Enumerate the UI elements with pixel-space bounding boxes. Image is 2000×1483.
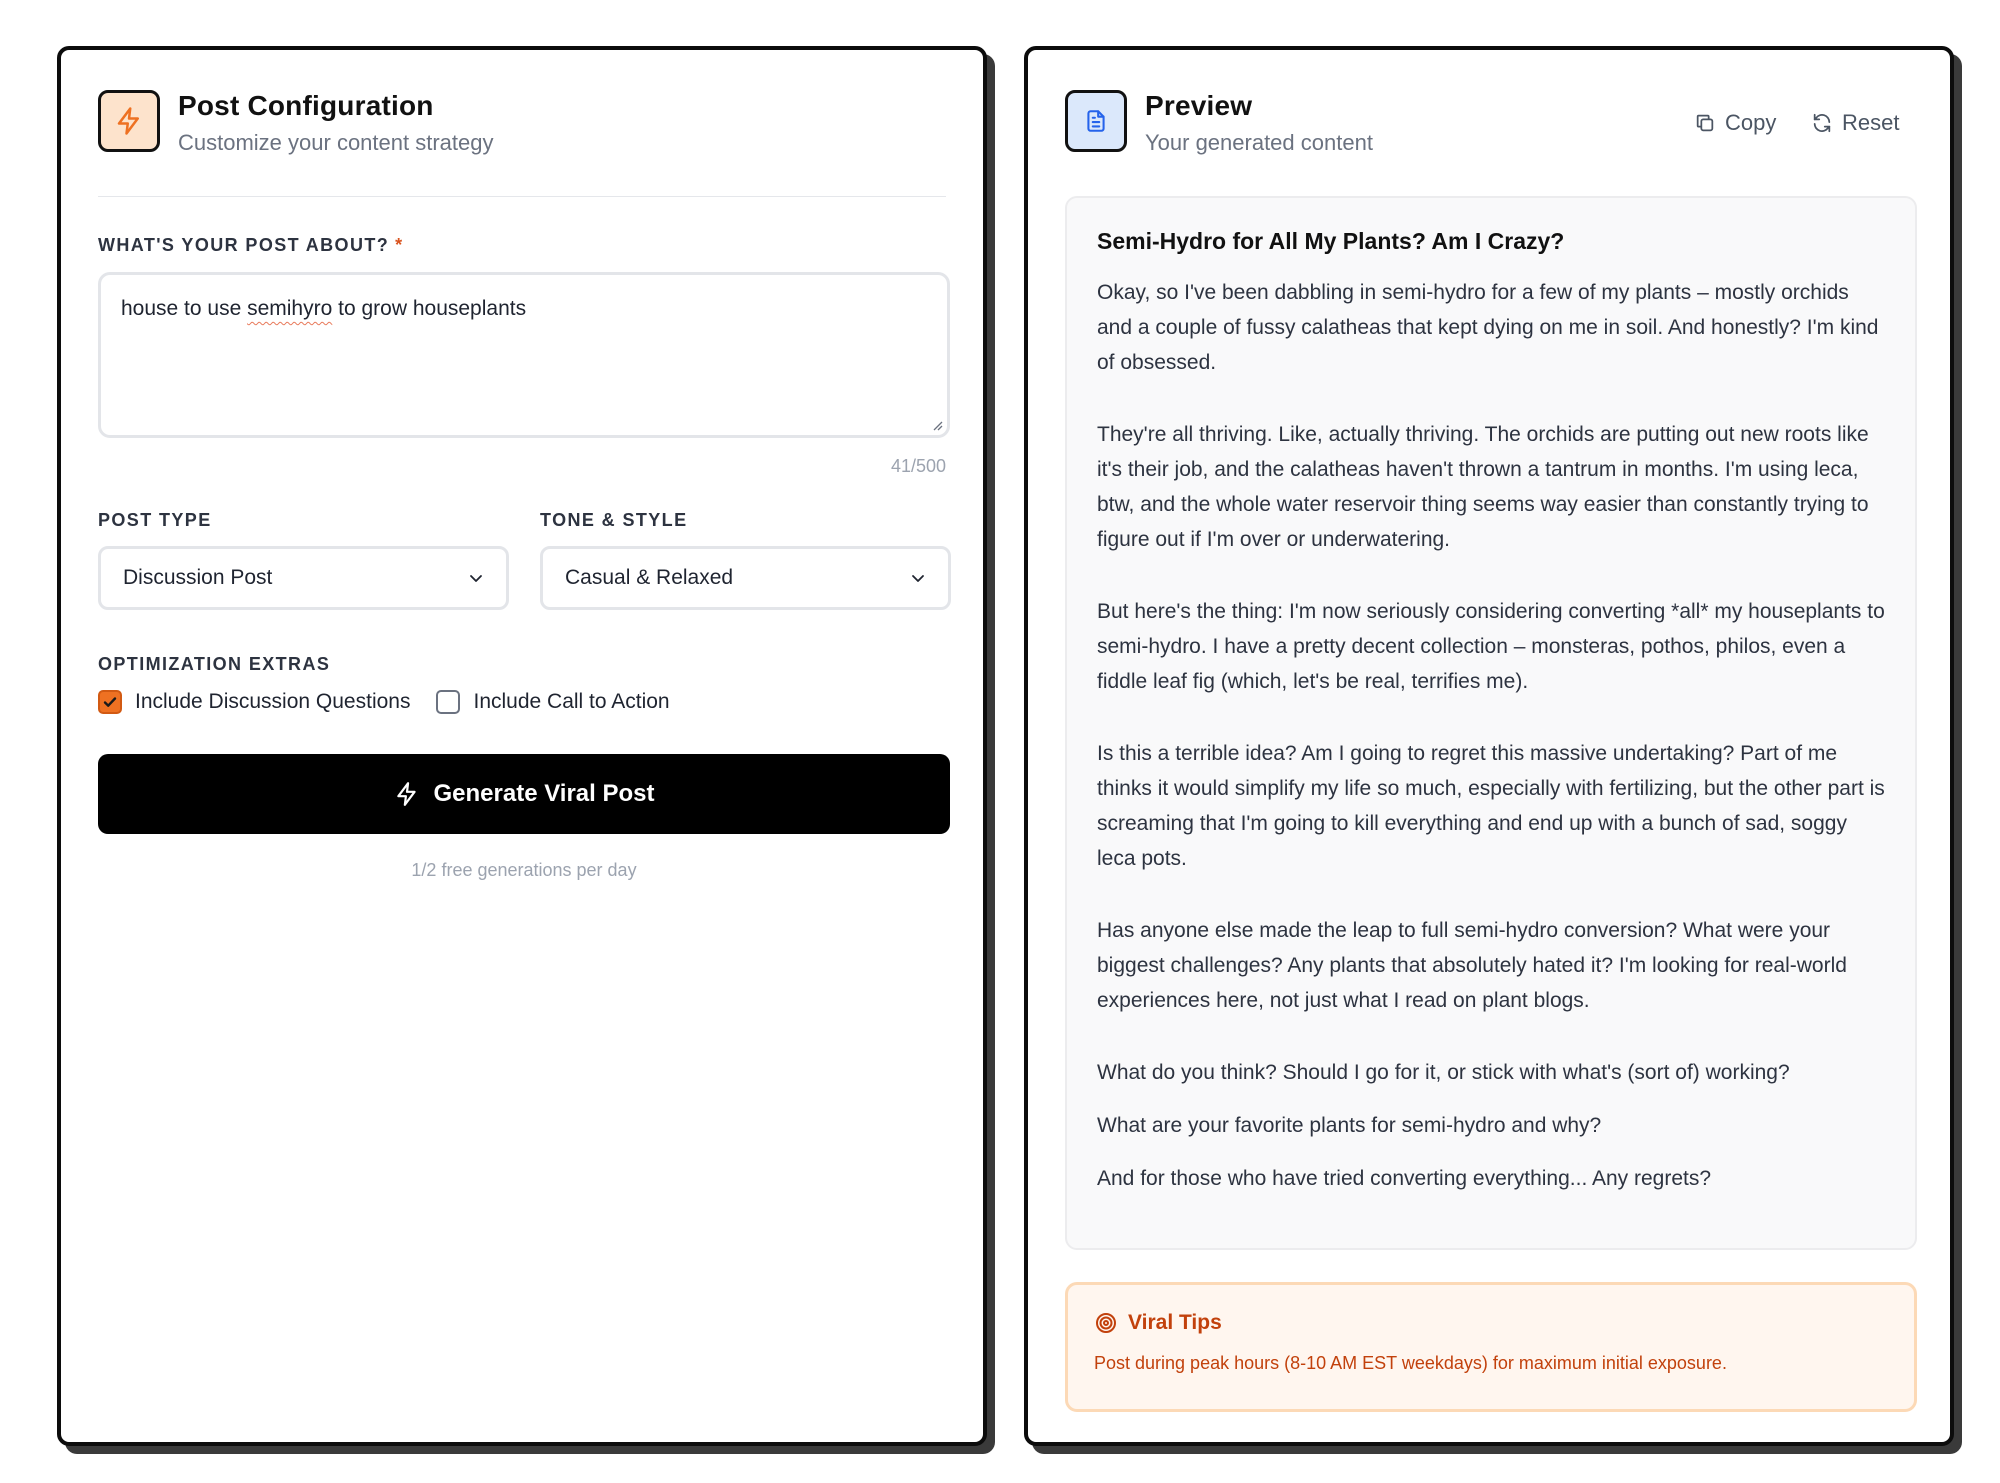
post-type-label: POST TYPE <box>98 510 212 530</box>
chevron-down-icon <box>468 570 484 586</box>
lightning-icon <box>394 781 420 807</box>
tone-select[interactable] <box>540 546 951 610</box>
resize-grip-icon[interactable] <box>931 419 943 431</box>
reset-label: Reset <box>1842 110 1900 135</box>
discussion-question: What do you think? Should I go for it, or stick with what's (sort of) working? <box>1097 1061 1790 1084</box>
config-title: Post Configuration <box>178 90 434 121</box>
chevron-down-icon <box>910 570 926 586</box>
discussion-questions-checkbox[interactable] <box>98 690 122 714</box>
discussion-question: And for those who have tried converting everything... Any regrets? <box>1097 1167 1712 1190</box>
post-title: Semi-Hydro for All My Plants? Am I Crazy? <box>1097 228 1565 254</box>
post-paragraph: Is this a terrible idea? Am I going to regret this massive undertaking? Part of me thinks it would simplify my life so much, especially with fertilizing, but the other part is screaming that I'm going to kill everything and end up with a bunch of sad, soggy leca pots. <box>1097 742 1885 870</box>
generation-limit-note: 1/2 free generations per day <box>411 860 637 880</box>
generate-viral-post-button[interactable] <box>98 754 950 834</box>
call-to-action-label: Include Call to Action <box>473 690 670 713</box>
config-header <box>98 90 946 160</box>
post-paragraph: Okay, so I've been dabbling in semi-hydro for a few of my plants – mostly orchids and a couple of fussy calatheas that kept dying on me in soil. And honestly? I'm kind of obsessed. <box>1097 281 1879 374</box>
config-subtitle: Customize your content strategy <box>178 130 494 155</box>
topic-label: WHAT'S YOUR POST ABOUT? * <box>98 235 404 255</box>
lightning-icon <box>98 90 160 152</box>
post-type-value: Discussion Post <box>123 566 273 589</box>
required-marker: * <box>395 235 404 255</box>
header-divider <box>98 196 946 197</box>
extras-label: OPTIMIZATION EXTRAS <box>98 654 331 674</box>
post-type-select[interactable] <box>98 546 509 610</box>
post-configuration-panel <box>57 46 987 1446</box>
checkmark-icon <box>102 694 118 710</box>
post-paragraph: But here's the thing: I'm now seriously considering converting *all* my houseplants to semi-hydro. I have a pretty decent collection – monsteras, pothos, philos, even a fiddle leaf fig (which, let's be real, terrifies me). <box>1097 600 1885 693</box>
viral-tips-box <box>1065 1282 1917 1412</box>
post-paragraph: Has anyone else made the leap to full semi-hydro conversion? What were your biggest challenges? Any plants that absolutely hated it? I'm looking for real-world experiences here, not just what I read on plant blogs. <box>1097 919 1847 1012</box>
document-icon <box>1065 90 1127 152</box>
tone-value: Casual & Relaxed <box>565 566 734 589</box>
call-to-action-option[interactable] <box>436 690 669 714</box>
copy-button[interactable] <box>1694 110 1776 136</box>
copy-icon <box>1694 112 1716 134</box>
reset-button[interactable] <box>1811 110 1899 136</box>
target-icon <box>1094 1311 1118 1335</box>
discussion-question: What are your favorite plants for semi-hydro and why? <box>1097 1114 1602 1137</box>
preview-title: Preview <box>1145 90 1253 121</box>
tone-label: TONE & STYLE <box>540 510 688 530</box>
copy-label: Copy <box>1725 110 1777 135</box>
call-to-action-checkbox[interactable] <box>436 690 460 714</box>
preview-header <box>1065 90 1913 160</box>
post-paragraph: They're all thriving. Like, actually thriving. The orchids are putting out new roots like it's their job, and the calatheas haven't thrown a tantrum in months. I'm using leca, btw, and the whole water reservoir thing seems way easier than constantly trying to figure out if I'm over or underwatering. <box>1097 423 1869 551</box>
viral-tips-title: Viral Tips <box>1128 1311 1222 1334</box>
preview-panel <box>1024 46 1954 1446</box>
refresh-icon <box>1811 112 1833 134</box>
viral-tips-text: Post during peak hours (8-10 AM EST weekdays) for maximum initial exposure. <box>1094 1353 1727 1373</box>
topic-textarea[interactable]: house to use semihyro to grow houseplants <box>98 272 950 438</box>
preview-subtitle: Your generated content <box>1145 130 1373 155</box>
misspelled-word: semihyro <box>247 297 333 320</box>
generate-label: Generate Viral Post <box>433 780 655 807</box>
extras-options <box>98 690 696 714</box>
char-count: 41/500 <box>890 456 946 476</box>
discussion-questions-label: Include Discussion Questions <box>135 690 411 713</box>
generated-content <box>1065 196 1917 1250</box>
discussion-questions-option[interactable] <box>98 690 410 714</box>
